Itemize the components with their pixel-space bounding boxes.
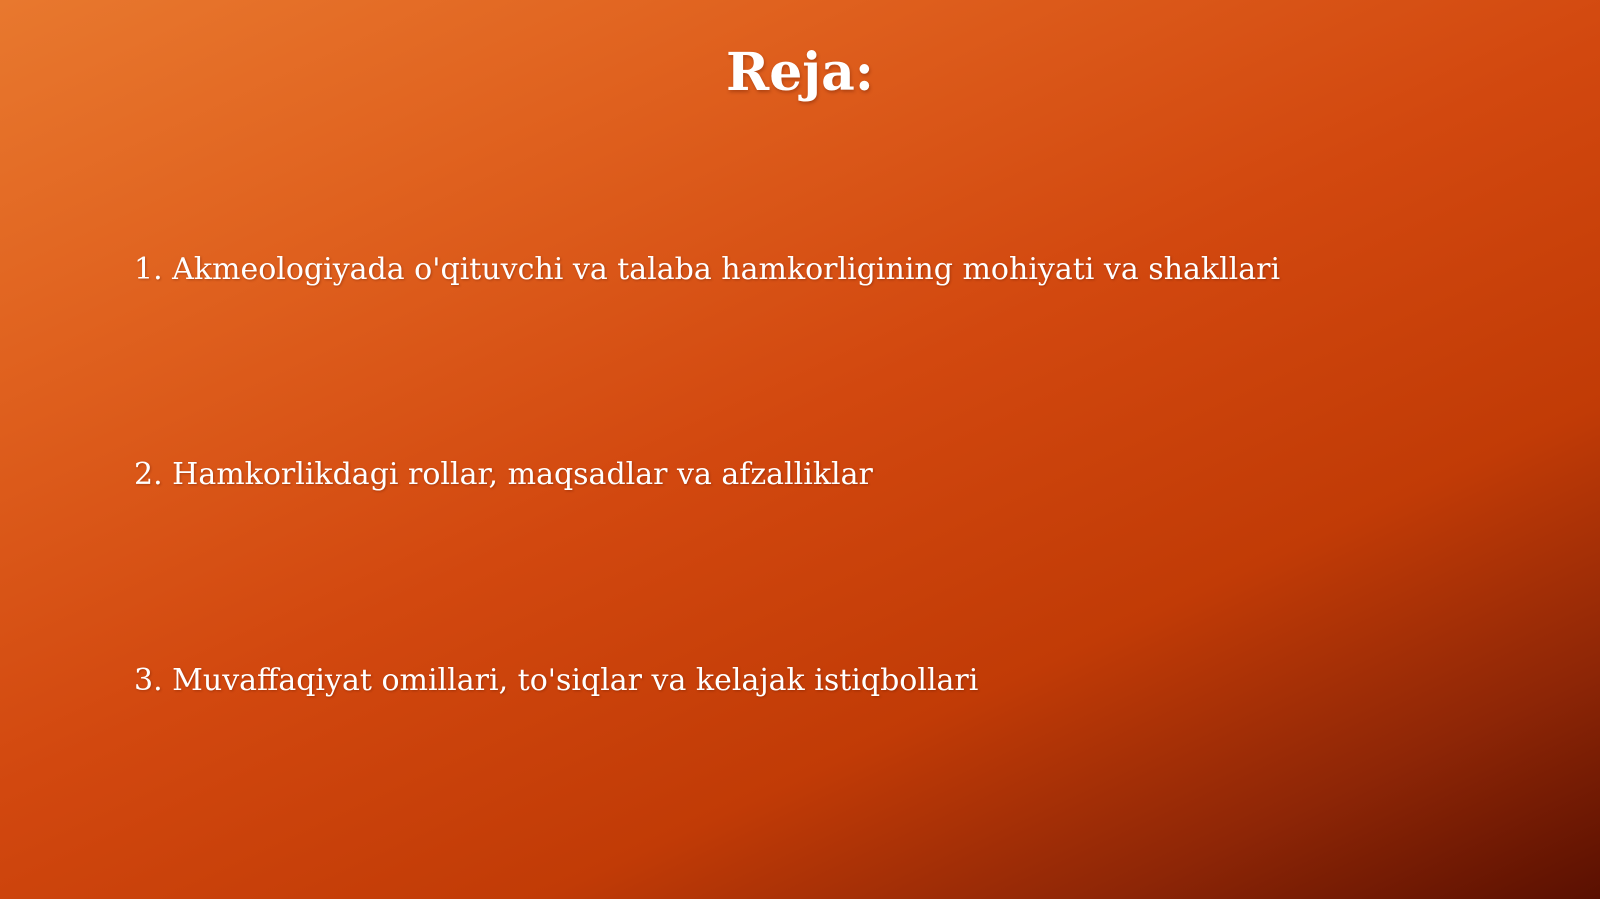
plan-item-3: 3. Muvaffaqiyat omillari, to'siqlar va kelajak istiqbollari [134, 663, 979, 698]
plan-item-2: 2. Hamkorlikdagi rollar, maqsadlar va afzalliklar [134, 457, 873, 492]
slide-title: Reja: [725, 42, 874, 103]
plan-item-1: 1. Akmeologiyada o'qituvchi va talaba hamkorligining mohiyati va shakllari [134, 252, 1281, 287]
